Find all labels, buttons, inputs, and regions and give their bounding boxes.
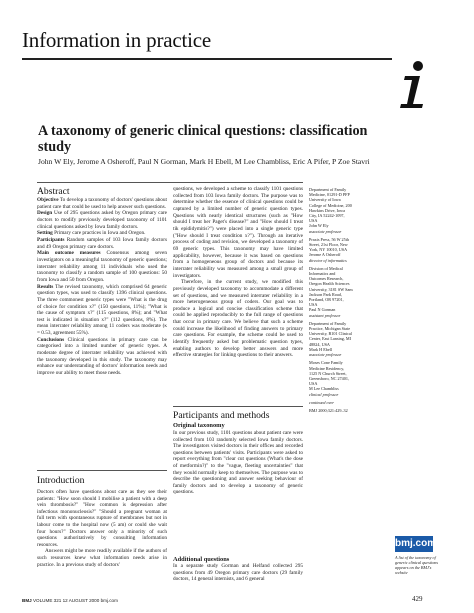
- introduction-body: [37, 489, 167, 568]
- divider: [37, 470, 167, 471]
- divider: [37, 182, 303, 183]
- label-objective: Objective: [37, 197, 59, 203]
- author-role: director of informatics: [309, 257, 347, 263]
- abstract-heading: Abstract: [37, 186, 70, 197]
- introduction-heading: Introduction: [37, 475, 85, 486]
- paragraph: questions, we developed a scheme to classify 1101 questions collected from 103 Iowa family doctors. The purpose was to determine whether the essence of clinical questions could be captured by a limited number of generic question types. Questions with nearly identical structures (such as "How should I treat her Paget's disease?" and "How should I treat tik epididymitis?") were placed into a single generic type ("How should I treat condition x?"). Through an iterative process of coding and revision, we developed a taxonomy of 69 generic types. This taxonomy may have limited applicability, however, because it was based on questions from a homogeneous group of doctors and because its interrater reliability was measured among a small group of investigators.: [173, 186, 303, 279]
- footer: [22, 598, 118, 603]
- author-name: Mark H Ebell: [309, 346, 333, 352]
- author-role: associate professor: [309, 352, 342, 358]
- page-number: 429: [412, 595, 423, 603]
- methods-heading: Participants and methods: [173, 410, 270, 421]
- additional-questions-heading: Additional questions: [173, 556, 230, 563]
- text-results: The revised taxonomy, which comprised 64 generic question types, was used to classify 1396 clinical questions. The three commonest generic types were "What is the drug of choice for condition x?" (150 questions, 11%); "What is the cause of symptom x?" (115 questions, 8%); and "What test is indicated in situation x?" (112 questions, 8%). The mean interrater reliability among 11 coders was moderate (κ = 0.53, agreement 55%).: [37, 283, 167, 337]
- text-conclusions: Clinical questions in primary care can be categorised into a limited number of generic types. A moderate degree of interrater reliability was achieved with the taxonomy developed in this study. The taxonomy may enhance our understanding of doctors' information needs and improve our ability to meet those needs.: [37, 336, 167, 377]
- author-name: Paul N Gorman: [309, 307, 336, 313]
- text-outcome: Consensus among seven investigators on a meaningful taxonomy of generic questions; interrater reliability among 11 individuals who used the taxonomy to classify a random sample of 100 questions: 50 from Iowa and 50 from Oregon.: [37, 250, 168, 283]
- original-taxonomy-heading: Original taxonomy: [173, 422, 225, 429]
- label-conclusions: Conclusions: [37, 336, 65, 343]
- section-title: Information in practice: [22, 28, 211, 52]
- author-name: John W Ely: [309, 223, 329, 229]
- author-name: M Lee Chambliss: [309, 386, 339, 392]
- text-setting: Primary care practices in Iowa and Oregon.: [54, 230, 146, 237]
- original-taxonomy-text: In our previous study, 1101 questions about patient care were collected from 103 randomly selected Iowa family doctors. The investigators visited doctors in their offices and recorded questions between patients' visits. Participants were asked to report everything from "clear cut questions (What's the dose of metformin?)" to the "vague, fleeting uncertainties" that they would normally keep to themselves. The purpose was to describe the questioning and answer seeking behaviour of family doctors and to develop a taxonomy of generic questions.: [173, 430, 303, 496]
- article-title: A taxonomy of generic clinical questions: classification study: [38, 123, 368, 155]
- affiliations: [309, 187, 353, 416]
- text-participants: Random samples of 103 Iowa family doctors and 49 Oregon primary care doctors.: [37, 236, 167, 250]
- additional-questions-text: In a separate study Gorman and Helfand collected 295 questions from 49 Oregon primary care doctors (29 family doctors, 14 general internists, and 6 general: [173, 563, 303, 583]
- abstract-body: [37, 197, 167, 377]
- author-name: Jerome A Osheroff: [309, 252, 341, 258]
- divider: [173, 406, 303, 407]
- column-two-text: [173, 186, 303, 359]
- text-objective: To develop a taxonomy of doctors' questions about patient care that could be used to help answer such questions.: [37, 197, 168, 210]
- affiliation: Department of Family Practice, Michigan State University, B101 Clinical Center, East Lansing, MI 48824, USA: [309, 320, 352, 347]
- continuation-note: continued over: [309, 399, 335, 405]
- header-rule: [22, 58, 392, 60]
- paragraph: Answers might be more readily available if the authors of such resources knew what information needs arise in practice. In a previous study of doctors': [37, 548, 167, 568]
- journal-name: BMJ: [22, 598, 32, 603]
- affiliation: Moses Cone Family Medicine Residency, 1125 N Church Street, Greensboro, NC 27401, USA: [309, 360, 350, 387]
- label-results: Results: [37, 283, 54, 290]
- bmj-reference: BMJ 2000;321:429–32: [309, 407, 348, 413]
- bmj-logo[interactable]: bmj.com: [395, 536, 433, 552]
- author-list: John W Ely, Jerome A Osheroff, Paul N Gorman, Mark H Ebell, M Lee Chambliss, Eric A Pifer, P Zoe Stavri: [38, 157, 370, 166]
- affiliation: Department of Family Medicine, 01291-D PFP University of Iowa College of Medicine, 200 Hawkins Drive, Iowa City, IA 52242-1097, USA: [309, 187, 352, 224]
- label-setting: Setting: [37, 230, 53, 237]
- issue-info: VOLUME 321 12 AUGUST 2000 bmj.com: [32, 598, 118, 603]
- info-icon: [394, 58, 434, 108]
- bmj-web-note: A list of the taxonomy of generic clinical questions appears on the BMJ's website: [395, 555, 439, 576]
- text-design: Use of 295 questions asked by Oregon primary care doctors to modify previously developed taxonomy of 1101 clinical questions asked by Iowa family doctors.: [37, 210, 167, 230]
- author-role: associate professor: [309, 228, 342, 234]
- paragraph: Therefore, in the current study, we modified this previously developed taxonomy to accommodate a different set of questions, and we measured interrater reliability in a more heterogeneous group of coders. Our goal was to produce a logical and concise classification scheme that could be applied reproducibly to the full range of questions that occur in primary care. We believe that such a scheme could increase the likelihood of finding answers to primary care questions. For example, the scheme could be used to identify frequently asked but problematic question types, enabling authors to develop better answers and more effective strategies for linking questions to their answers.: [173, 279, 303, 359]
- affiliation: Division of Medical Informatics and Outcomes Research, Oregon Health Sciences University, 3181 SW Sam Jackson Park Road, Portland, OR 97201, USA: [309, 265, 353, 308]
- affiliation: Praxis Press, 56 W 25th Street, 21st Floor, New York, NY 10010, USA: [309, 236, 349, 253]
- label-participants: Participants: [37, 236, 65, 243]
- label-design: Design: [37, 210, 53, 217]
- author-role: assistant professor: [309, 312, 341, 318]
- paragraph: Doctors often have questions about care as they see their patients: "How soon should I mobilise a patient with a deep vein thrombosis?" "How common is depression after infectious mononucleosis?" "Should a pregnant woman at full term with spontaneous rupture of membranes but not in labour come to the hospital now (5 am) or could she wait four hours?" Doctors answer only a minority of such questions authoritatively by consulting information resources.: [37, 489, 167, 548]
- author-role: clinical professor: [309, 391, 339, 397]
- label-outcome: Main outcome measures: [37, 250, 101, 257]
